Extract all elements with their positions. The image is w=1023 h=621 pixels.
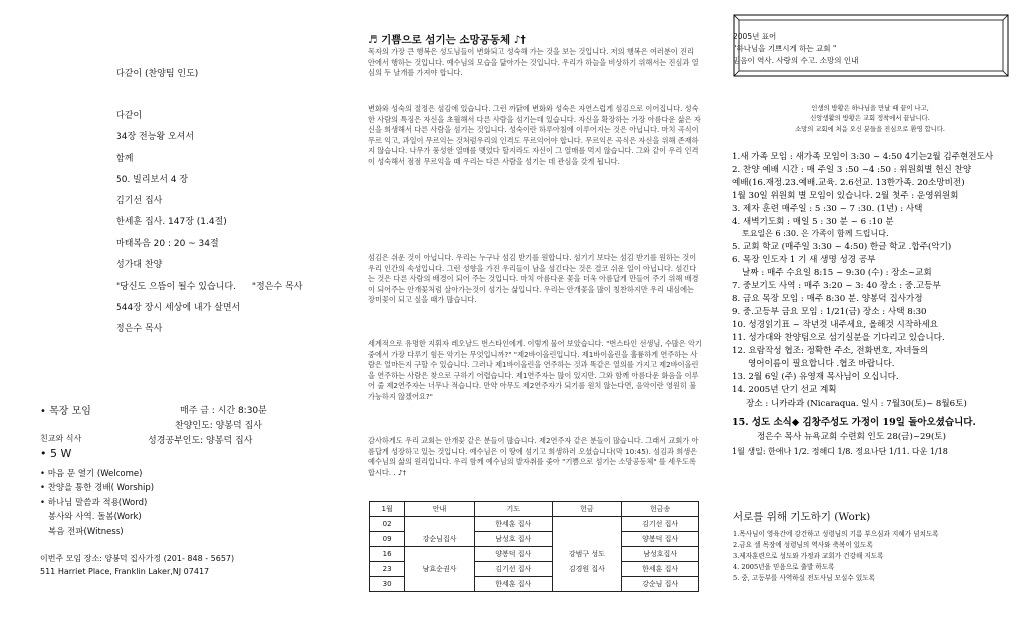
roster-header: 기도: [474, 502, 552, 517]
worship-item-1: 다같이 (찬양팀 인도): [116, 69, 199, 79]
roster-song: 강순님 집사: [622, 577, 699, 592]
roster-header: 헌금: [552, 502, 622, 517]
meeting-bible-leader: 성경공부인도: 양봉덕 집사: [148, 436, 253, 446]
prayer-item: 1.목사님이 영육간에 강건하고 성령님의 기름 부으심과 지혜가 넘치도록: [733, 530, 939, 538]
meeting-fellowship: 친교와 식사: [40, 434, 82, 443]
meeting-place: 이번주 모임 장소: 양봉덕 집사가정 (201- 848 - 5657): [40, 554, 235, 563]
worship-item-11: 544장 장시 세상에 내가 살면서: [116, 303, 241, 313]
table-row: [370, 577, 699, 592]
news-item: 8. 금요 목장 모임 : 매주 8:30 분. 양봉덕 집사가정: [732, 294, 923, 304]
table-row: [370, 532, 699, 547]
table-row: [370, 562, 699, 577]
news-item: 14. 2005년 단기 선교 계획: [732, 385, 837, 395]
news-item: 장소 : 니카라과 (Nicaraqua. 일시 : 7월30(토)~ 8월6토): [746, 399, 967, 409]
worship-item-8: 마태복음 20 : 20 ~ 34절: [116, 239, 219, 249]
article-paragraph: 목자의 가장 큰 행복은 성도님들이 변화되고 성숙해 가는 것을 보는 것입니다. 저의 행복은 여러분이 진리 안에서 행하는 것입니다. 예수님의 모습을 닮아가는 것입니다. 우리가 하늘을 비상하기 위해서는 진심과 열심의 두 날개를 가져야 합니다.: [368, 47, 699, 78]
article-title: ♬ 기쁨으로 섬기는 소망공동체 ♪†: [368, 34, 526, 46]
article-paragraph: 섬김은 쉬운 것이 아닙니다. 우리는 누구나 섬김 받기를 원합니다. 섬기기 보다는 섬김 받기를 원하는 것이 우리 인간의 속성입니다. 그런 성향을 가진 우리들이 남을 섬긴다는 것은 결코 쉬운 일이 아닙니다. 섬긴다는 것은 다른 사람의 배경이 되어 주는 것입니다. 마치 아름다운 꽃을 더욱 아름답게 만들어 주기 위해 배경이 되어주는 안개꽃처럼 살아가는것이 섬기는 삶입니다. 우리는 안개꽃을 많이 칭찬하지만 우리 내심에는 장미꽃이 되고 싶을 때가 많습니다.: [368, 253, 699, 305]
prayer-item: 2.금요 셀 목장에 성령님의 역사와 축복이 있도록: [733, 541, 873, 549]
roster-song: 김기선 집사: [622, 517, 699, 532]
table-row: [370, 517, 699, 532]
roster-prayer: 한세훈 집사: [474, 577, 552, 592]
worship-item-7: 한세훈 집사. 147장 (1.4절): [116, 217, 227, 227]
news-item: 예배(16.재정.23.예배.교육. 2.6선교. 13한가족. 20소망비전): [732, 178, 965, 188]
worship-item-10-speaker: "정은수 목사: [251, 282, 303, 292]
roster-date: 09: [370, 532, 405, 547]
roster-header: 1월: [370, 502, 405, 517]
news-item: 11. 성가대와 찬양팀으로 섬기실분을 기다리고 있습니다.: [732, 333, 945, 343]
news-item: 6. 목장 인도자 1 기 새 생명 성경 공부: [732, 255, 876, 265]
meeting-address: 511 Harriet Place, Franklin Laker,NJ 07417: [40, 567, 210, 576]
news-item: 12. 요람작성 협조: 정확한 주소, 전화번호, 자녀들의: [732, 346, 929, 356]
news-item: 7. 중보기도 사역 : 매주 3:20 ~ 3: 40 장소 : 중.고등부: [732, 281, 941, 291]
news-item: 영어이름이 필요합니다 .협조 바랍니다.: [748, 359, 895, 369]
roster-prayer: 남성호 집사: [474, 532, 552, 547]
roster-date: 02: [370, 517, 405, 532]
news-item: 1.새 가족 모임 : 새가족 모임이 3:30 ~ 4:50 4기는2월 김주현전도사: [732, 152, 994, 162]
welcome-line: 인생의 방황은 하나님을 만날 때 끝이 나고,: [811, 105, 929, 112]
roster-offering: 김경원 집사: [552, 562, 622, 577]
roster-date: 23: [370, 562, 405, 577]
roster-prayer: 김기선 집사: [474, 562, 552, 577]
five-w-item: • 마음 문 열기 (Welcome): [40, 469, 143, 479]
worship-item-9: 성가대 찬양: [116, 260, 163, 270]
meeting-praise-leader: 찬양인도: 양봉덕 집사: [175, 421, 263, 431]
news-item: 15. 성도 소식◆ 김창주성도 가정이 19일 돌아오셨습니다.: [732, 417, 976, 428]
news-item: 2. 찬양 예배 시간 : 매 주일 3 :50 ~4 :50 : 위원회별 헌신 찬양: [732, 165, 972, 175]
five-w-item: • 찬양을 통한 경배( Worship): [40, 483, 155, 493]
worship-item-4: 함께: [116, 154, 134, 164]
roster-offering: 강범구 성도: [552, 547, 622, 562]
roster-prayer: 양봉덕 집사: [474, 547, 552, 562]
roster-song: 양봉덕 집사: [622, 532, 699, 547]
table-row: [370, 547, 699, 562]
roster-prayer: 한세훈 집사: [474, 517, 552, 532]
motto-box: [733, 14, 1009, 77]
worship-item-6: 김기선 집사: [116, 196, 163, 206]
worship-order-column: [0, 0, 360, 621]
worship-item-3: 34장 전능왕 오셔서: [116, 132, 195, 142]
news-item: 10. 성경읽기표 ~ 작년것 내주세요, 올해것 시작하세요: [732, 320, 939, 330]
news-item: 날짜 : 매주 수요일 8:15 ~ 9:30 (수) : 장소~교회: [742, 268, 932, 278]
article-paragraph: 세계적으로 유명한 지휘자 레오날드 번스타인에게. 이렇게 물어 보았습니다. "번스타인 선생님, 수많은 악기 중에서 가장 다루기 힘든 악기는 무엇입니까?" "제2바이올린입니다. 제1바이올린을 훌륭하게 연주하는 사람은 얼마든지 구할 수 있습니다. 그러나 제1바이올린을 연주하는 것과 똑같은 열의를 가지고 제2바이올린을 연주하는 사람은 찾으로 구하기 어렵습니다. 제1연주자는 많이 있지만. 그와 함께 아름다운 화음을 이루어 줄 제2연주자는 너무나 적습니다. 만약 아무도 제2연주자가 되기를 원치 않는다면, 음악이란 영원히 불가능하지 않겠어요?": [368, 339, 702, 401]
worship-item-12: 정은수 목사: [116, 324, 163, 334]
worship-item-5: 50. 빌리보서 4 장: [116, 175, 189, 185]
meeting-heading: • 목장 모임: [40, 406, 91, 417]
meeting-time: 매주 금 : 시간 8:30분: [180, 406, 267, 416]
prayer-item: 5. 중, 고등부를 사역하실 전도사님 모실수 있도록: [733, 574, 875, 582]
prayer-title: 서로를 위해 기도하기 (Work): [733, 511, 871, 523]
article-paragraph: 변화와 성숙의 절정은 섬김에 있습니다. 그런 까닭에 변화와 성숙은 자연스럽게 섬김으로 이어집니다. 성숙한 사람의 특징은 자신을 초월해서 다른 사람을 섬기는데 있습니다. 자신을 확장하는 가장 아름다운 삶은 자신을 희생해서 다른 사람을 섬기는 것입니다. 성숙이란 하루아침에 이루어지는 것은 아닙니다. 마치 곡식이 무르 익고, 과일이 무르익는 것처럼우리의 인격도 무르익어야 합니다. 무르익은 곡식은 자신을 위해 존재하지 않습니다. 나무가 풍성한 열매를 맺었다 할지라도 자신이 그 열매를 먹지 않습니다. 그와 같이 우리 인격이 성숙해서 점점 무르익을 때 우리는 다른 사람을 섬기는 데 관심을 갖게 됩니다.: [368, 104, 701, 166]
news-item: 9. 중.고등부 금요 모임 : 1/21(금) 장소 : 사택 8:30: [732, 307, 927, 317]
service-roster-table: [369, 501, 699, 592]
welcome-line: 소망의 교회에 처음 오신 분들을 진심으로 환영 합니다.: [795, 126, 945, 133]
article-paragraph: 감사하게도 우리 교회는 안개꽃 같은 분들이 많습니다. 제2연주자 같은 분들이 많습니다. 그래서 교회가 아름답게 성장하고 있는 것입니다. 예수님은 이 땅에 섬기고 희생하러 오셨습니다(막 10:45). 섬김과 희생은 예수님의 삶의 원리입니다. 우리 함께 예수님의 발자취를 좇아 "기쁨으로 섬기는 소망공동체" 를 세우도록 합시다. . ♪†: [368, 436, 699, 477]
roster-header: 헌금송: [622, 502, 699, 517]
prayer-item: 3.제자훈련으로 성도와 가정과 교회가 건강해 지도록: [733, 552, 884, 560]
news-item: 3. 제자 훈련 매주일 : 5 :30 ~ 7 :30. (1년) : 사택: [732, 204, 923, 214]
roster-song: 남성호집사: [622, 547, 699, 562]
five-w-item: 복음 전파(Witness): [48, 527, 124, 537]
worship-item-10: "당신도 으뜸이 될수 있습니다. "정은수 목사: [116, 279, 302, 292]
news-item: 5. 교회 학교 (매주일 3:30 ~ 4:50) 한글 학교 .합주(악기): [732, 242, 952, 252]
roster-header-row: [370, 502, 699, 517]
roster-guide: 남효순권사: [405, 562, 475, 577]
roster-guide: 강순님집사: [405, 532, 475, 547]
roster-header: 안내: [405, 502, 475, 517]
five-w-heading: • 5 W: [40, 447, 72, 460]
five-w-item: • 하나님 말씀과 적용(Word): [40, 498, 148, 508]
news-item: 1월 30일 위원회 별 모임이 있습니다. 2월 첫주 : 운영위원회: [732, 191, 959, 201]
motto-subtitle: 믿음이 역사. 사랑의 수고. 소망의 인내: [733, 56, 859, 65]
five-w-item: 봉사와 사역. 돌봄(Work): [48, 512, 142, 522]
prayer-item: 4. 2005년을 믿음으로 출발 하도록: [733, 563, 835, 571]
roster-date: 16: [370, 547, 405, 562]
news-item: 정은수 목사 뉴욕교회 수련회 인도 28(금)~29(토): [757, 432, 946, 442]
worship-item-2: 다같이: [116, 111, 143, 121]
news-item: 1월 생일: 한애나 1/2. 정해디 1/8. 정요나단 1/11. 다운 1/18: [732, 447, 948, 456]
welcome-line: 신앙생활의 방황은 교회 정착에서 끝납니다.: [810, 115, 930, 122]
motto-text: "하나님을 기쁘시게 하는 교회 ": [733, 44, 837, 53]
motto-year: 2005년 표어: [733, 32, 777, 41]
news-item: 4. 새벽기도회 : 매일 5 : 30 분 ~ 6 :10 분: [732, 217, 894, 227]
roster-song: 한세훈 집사: [622, 562, 699, 577]
roster-date: 30: [370, 577, 405, 592]
news-item: 토요일은 6 :30. 은 가족이 함께 드립니다.: [742, 229, 889, 238]
news-item: 13. 2월 6일 (주) 유영재 목사님이 오십니다.: [732, 372, 899, 382]
